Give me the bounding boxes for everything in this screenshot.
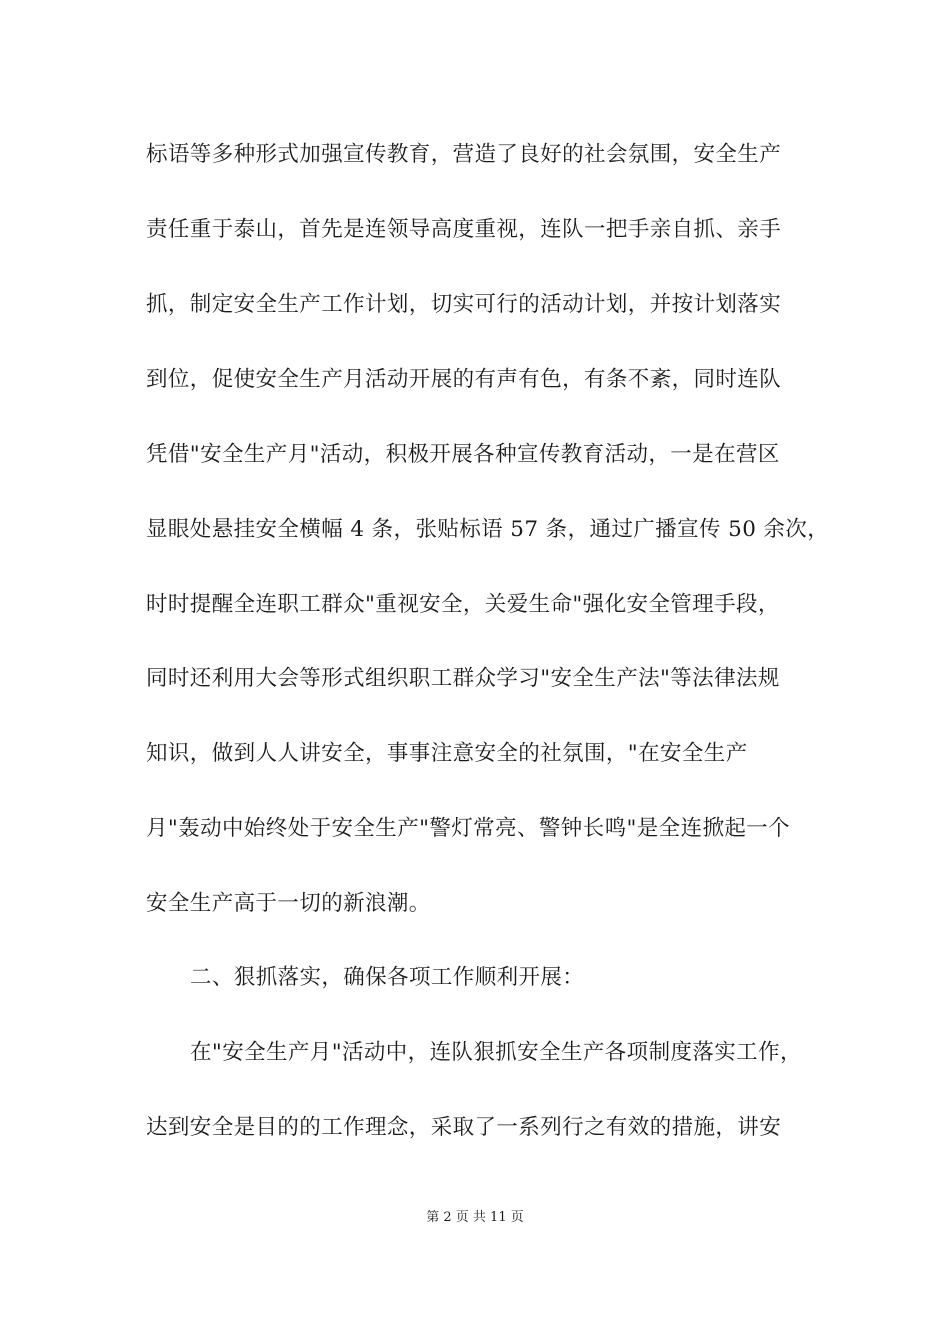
body-line-3: 抓，制定安全生产工作计划，切实可行的活动计划，并按计划落实 <box>146 292 782 317</box>
body-line-10: 月"轰动中始终处于安全生产"警灯常亮、警钟长鸣"是全连掀起一个 <box>146 816 791 841</box>
body-line-9: 知识，做到人人讲安全，事事注意安全的社氛围，"在安全生产 <box>146 741 748 766</box>
body-line-1: 标语等多种形式加强宣传教育，营造了良好的社会氛围，安全生产 <box>146 142 782 167</box>
body-line-14: 达到安全是目的的工作理念，采取了一系列行之有效的措施，讲安 <box>146 1115 782 1140</box>
section-heading: 二、狠抓落实，确保各项工作顺利开展： <box>190 965 585 990</box>
body-line-4: 到位，促使安全生产月活动开展的有声有色，有条不紊，同时连队 <box>146 367 782 392</box>
body-line-11: 安全生产高于一切的新浪潮。 <box>146 891 431 916</box>
page-number-footer: 第 2 页 共 11 页 <box>426 1210 524 1225</box>
body-line-8: 同时还利用大会等形式组织职工群众学习"安全生产法"等法律法规 <box>146 666 780 691</box>
body-line-2: 责任重于泰山，首先是连领导高度重视，连队一把手亲自抓、亲手 <box>146 217 782 242</box>
body-line-13: 在"安全生产月"活动中，连队狠抓安全生产各项制度落实工作， <box>190 1040 802 1065</box>
body-line-7: 时时提醒全连职工群众"重视安全，关爱生命"强化安全管理手段， <box>146 592 780 617</box>
body-line-5: 凭借"安全生产月"活动，积极开展各种宣传教育活动，一是在营区 <box>146 442 780 467</box>
body-line-6: 显眼处悬挂安全横幅 4 条，张贴标语 57 条，通过广播宣传 50 余次， <box>146 517 830 542</box>
